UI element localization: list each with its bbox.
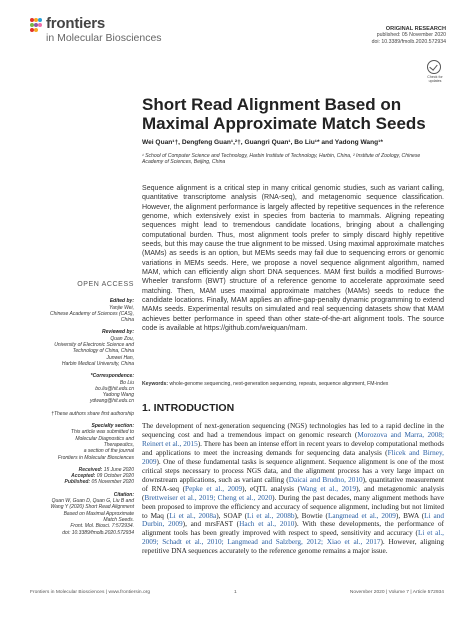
- specialty-list: [28, 429, 134, 460]
- page-number: 1: [234, 590, 237, 595]
- page-footer: [30, 590, 444, 600]
- body-text: ). With these developments, the performance of alignment tools has been greatly improved with respect to speed, sensitivity and accuracy (: [142, 520, 445, 538]
- checkmark-icon: [427, 60, 441, 74]
- body-text: ), BWA (: [395, 511, 425, 520]
- doi-link[interactable]: doi: 10.3389/fmolb.2020.572934: [371, 38, 446, 45]
- correspondence-list: [28, 380, 134, 405]
- accepted-date: Accepted: 09 October 2020: [71, 473, 134, 480]
- body-text: ). There has been an intense effort in recent years to develop computational methods and applications to meet the increasing demands for sequencing data analysis (: [142, 439, 444, 457]
- body-text: ). However, aligning repetitive DNA sequences accurately to the reference genome remains a major issue.: [142, 538, 444, 556]
- citation-link[interactable]: Daicai and Brudno, 2010: [288, 475, 363, 484]
- citation-link[interactable]: Brettweiser et al., 2019; Cheng et al., 2020: [144, 493, 273, 502]
- body-text: The development of next-generation sequencing (NGS) technologies has led to a rapid decline in the sequencing cost and had a tremendous impact on genomic research (: [142, 422, 444, 439]
- article-title: Short Read Alignment Based on Maximal Approximate Match Seeds: [142, 95, 426, 133]
- check-for-updates-label: Check for updates: [427, 75, 443, 83]
- body-text: ), eQTL analysis (: [242, 484, 300, 493]
- received-date: Received: 15 June 2020: [78, 466, 134, 473]
- text-line: a section of the journal: [83, 448, 134, 455]
- text-line: Based on Maximal Approximate: [63, 510, 134, 517]
- correspondence-label: *Correspondence:: [90, 373, 134, 380]
- text-line: Wang Y (2020) Short Read Alignment: [50, 504, 134, 511]
- reviewed-by-list: [28, 336, 134, 367]
- text-line: Frontiers in Molecular Biosciences: [57, 454, 134, 461]
- text-line: Quan W, Guan D, Quan G, Liu B and: [51, 498, 134, 505]
- article-type: ORIGINAL RESEARCH: [385, 26, 446, 32]
- brand-name: frontiers: [46, 15, 106, 32]
- text-line: Academy of Sciences, Beijing, China: [142, 159, 226, 166]
- body-text: ). During the past decades, many alignment methods have been proposed to improve the efficiency and accuracy of sequence alignment, including but not limited to Maq (: [142, 493, 444, 520]
- text-line: bo.liu@hit.edu.cn: [95, 385, 134, 392]
- body-text: ), quantitative measurement of RNA-seq (: [142, 475, 444, 493]
- reviewed-by-label: Reviewed by:: [102, 329, 134, 336]
- check-for-updates-badge[interactable]: [426, 60, 444, 84]
- body-text: ), Bowtie (: [294, 511, 328, 520]
- open-access-label: OPEN ACCESS: [77, 281, 134, 288]
- citation-link[interactable]: Flicek and Birney, 2009: [142, 448, 444, 466]
- journal-name: in Molecular Biosciences: [46, 32, 162, 44]
- text-line: Technology of China, China: [72, 348, 134, 355]
- text-line: doi: 10.3389/fmolb.2020.572934: [62, 529, 134, 536]
- citation-link[interactable]: Li and Durbin, 2009: [142, 511, 444, 529]
- article-meta: [276, 26, 446, 45]
- keywords-label: Keywords:: [142, 381, 169, 387]
- citation-link[interactable]: Langmead et al., 2009: [327, 511, 396, 520]
- abstract: Sequence alignment is a critical step in many critical genomic studies, such as variant calling, quantitative transcriptome analysis (RNA-seq), and metagenomic sequence classification. However, the alignment performance is largely affected by repetitive sequences in the reference genome, which extensively exist in species from bacteria to mammals. Aligning repeating sequences might lead to tremendous candidate locations, bringing about a challenging computational burden. Thus, most alignment tools prefer to simply discard highly repetitive seeds, but this may cause the true alignment to be missed. Using maximal approximate matches (MAMs) as seeds is an option, but MEMs seeds may fail due to sequencing errors or genomic variations in MEMs seeds. Here, we propose a novel sequence alignment algorithm, named MAM, which can efficiently align short DNA sequences. MAM first builds a modified Burrows-Wheeler transform (BWT) structure of a reference genome to accelerate approximate seed matching. Then, MAM uses maximal approximate matches (MAMs) seeds to reduce the candidate locations. Finally, MAM applies an affine-gap-penalty dynamic programming to extend MAMs seeds. Experimental results on simulated and real sequencing datasets show that MAM achieves better performance in speed than other state-of-the-art alignment tools. The source code is available at https://github.com/weiquan/mam.: [142, 185, 444, 333]
- citation-link[interactable]: Morozova and Marra, 2008; Reinert et al., 2015: [142, 430, 444, 448]
- text-line: Match Seeds.: [103, 516, 134, 523]
- journal-logo: [30, 16, 180, 50]
- keywords: [142, 381, 444, 387]
- footer-journal: Frontiers in Molecular Biosciences | www.frontiersin.org: [30, 590, 151, 595]
- text-line: Harbin Medical University, China: [61, 360, 134, 367]
- edited-by-list: [28, 305, 134, 324]
- citation-label: Citation:: [113, 491, 134, 498]
- citation-link[interactable]: Hach et al., 2010: [239, 520, 295, 529]
- text-line: Therapeutics,: [103, 441, 134, 448]
- edited-by-label: Edited by:: [109, 298, 134, 305]
- article-info-sidebar: [28, 282, 134, 536]
- text-line: Quan Zou,: [110, 335, 134, 342]
- equal-contribution-note: †These authors share first authorship: [51, 410, 134, 417]
- citation-link[interactable]: Pepke et al., 2009: [185, 484, 243, 493]
- citation-list: [28, 498, 134, 536]
- logo-dot: [34, 28, 38, 32]
- affiliations: [142, 153, 442, 166]
- logo-dot: [38, 23, 42, 27]
- text-line: Yadong Wang: [102, 392, 134, 399]
- published-date: published: 05 November 2020: [376, 32, 446, 39]
- text-line: China: [120, 317, 134, 324]
- citation-link[interactable]: Li et al., 2008a: [169, 511, 217, 520]
- body-text: ), SOAP (: [216, 511, 248, 520]
- introduction-paragraph: [142, 422, 444, 556]
- text-line: Front. Mol. Biosci. 7:572934.: [70, 523, 134, 530]
- citation-link[interactable]: Wang et al., 2019: [300, 484, 357, 493]
- section-heading-introduction: 1. INTRODUCTION: [142, 402, 235, 414]
- body-text: ), and mrsFAST (: [182, 520, 240, 529]
- frontiers-logo-mark-icon: [30, 18, 42, 32]
- specialty-label: Specialty section:: [91, 423, 134, 430]
- keywords-text: whole-genome sequencing, next-generation sequencing, repeats, sequence alignment, FM-index: [169, 381, 389, 387]
- author-list: Wei Quan¹†, Dengfeng Guan¹,²†, Guangri Quan¹, Bo Liu¹* and Yadong Wang¹*: [142, 139, 383, 146]
- text-line: Molecular Diagnostics and: [75, 435, 134, 442]
- citation-link[interactable]: Li et al., 2008b: [247, 511, 295, 520]
- text-line: Junwei Han,: [106, 354, 134, 361]
- citation-link[interactable]: Li et al., 2009; Schadt et al., 2010; Langmead and Salzberg, 2012; Xiao et al., 2017: [142, 529, 444, 547]
- text-line: ¹ School of Computer Science and Technology, Harbin Institute of Technology, Harbin, China, ² Institute of Zoology, Chinese: [142, 153, 421, 159]
- body-text: ). One of these fundamental tasks is sequence alignment. Sequence alignment is one of the most critical steps necessary to process NGS data, and the alignment process has a very large impact on downstream applications, such as variant calling (: [142, 457, 444, 484]
- logo-dot: [38, 18, 42, 22]
- text-line: Chinese Academy of Sciences (CAS),: [49, 310, 134, 317]
- body-text: ), and metagenomic analysis (: [142, 484, 445, 502]
- text-line: ydwang@hit.edu.cn: [90, 398, 134, 405]
- text-line: Bo Liu: [119, 379, 134, 386]
- text-line: University of Electronic Science and: [54, 342, 134, 349]
- text-line: Yanjie Wei,: [109, 304, 134, 311]
- footer-volume: November 2020 | Volume 7 | Article 572934: [349, 590, 444, 595]
- text-line: This article was submitted to: [70, 429, 134, 436]
- published-date-sidebar: Published: 05 November 2020: [64, 479, 134, 486]
